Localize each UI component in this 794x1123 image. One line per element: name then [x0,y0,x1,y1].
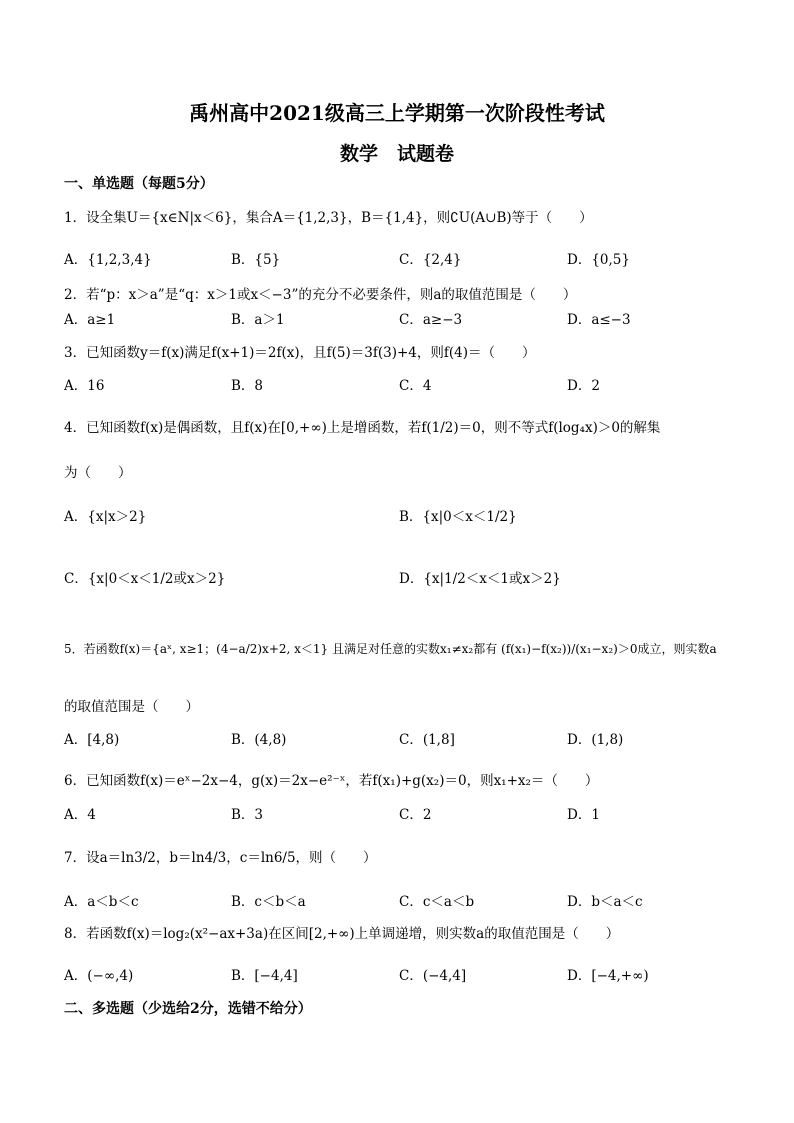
question-6-option-b: B．3 [231,807,264,823]
question-7-option-b: B．c＜b＜a [231,894,306,910]
question-2-stem: 2．若“p：x＞a”是“q：x＞1或x＜−3”的充分不必要条件，则a的取值范围是（ ） [64,287,577,303]
question-4-stem: 4．已知函数f(x)是偶函数，且f(x)在[0,+∞)上是增函数，若f(1/2)＝0，则不等式f(log₄x)＞0的解集 [64,420,661,436]
question-5-stem-continued: 的取值范围是（ ） [64,699,199,715]
question-6-option-d: D．1 [567,807,600,823]
question-8-option-a: A．(−∞,4) [64,968,134,984]
question-2-option-b: B．a＞1 [231,312,285,328]
question-1-option-b: B．{5} [231,252,281,268]
section-heading-single-choice: 一、单选题（每题5分） [64,176,214,192]
question-4-option-d: D．{x|1/2＜x＜1或x＞2} [399,571,561,587]
question-6-option-c: C．2 [399,807,432,823]
question-3-option-a: A．16 [64,378,105,394]
question-3-option-c: C．4 [399,378,432,394]
question-8-stem: 8．若函数f(x)＝log₂(x²−ax+3a)在区间[2,+∞)上单调递增，则实数a的取值范围是（ ） [64,926,620,942]
question-3-stem: 3．已知函数y＝f(x)满足f(x+1)＝2f(x)，且f(5)＝3f(3)+4，则f(4)＝（ ） [64,345,536,361]
question-5-option-d: D．(1,8) [567,732,624,748]
question-7-option-c: C．c＜a＜b [399,894,475,910]
question-5-option-a: A．[4,8) [64,732,120,748]
question-4-option-c: C．{x|0＜x＜1/2或x＞2} [64,571,226,587]
question-6-option-a: A．4 [64,807,96,823]
question-8-option-c: C．(−4,4] [399,968,467,984]
question-7-option-d: D．b＜a＜c [567,894,643,910]
question-1-option-a: A．{1,2,3,4} [64,252,152,268]
section-heading-multiple-choice: 二、多选题（少选给2分，选错不给分） [64,1001,312,1017]
question-4-option-a: A．{x|x＞2} [64,509,147,525]
question-5-stem: 5．若函数f(x)＝{aˣ, x≥1；(4−a/2)x+2, x＜1} 且满足对任意的实数x₁≠x₂都有 (f(x₁)−f(x₂))/(x₁−x₂)＞0成立，则实数a [64,642,717,656]
question-3-option-b: B．8 [231,378,264,394]
question-2-option-c: C．a≥−3 [399,312,463,328]
page-subtitle: 数学 试题卷 [339,143,454,165]
question-8-option-d: D．[−4,+∞) [567,968,649,984]
question-7-option-a: A．a＜b＜c [64,894,139,910]
question-3-option-d: D．2 [567,378,600,394]
question-6-stem: 6．已知函数f(x)＝eˣ−2x−4，g(x)＝2x−e²⁻ˣ，若f(x₁)+g(x₂)＝0，则x₁+x₂＝（ ） [64,773,599,789]
question-2-option-d: D．a≤−3 [567,312,631,328]
question-5-option-b: B．(4,8) [231,732,287,748]
question-7-stem: 7．设a＝ln3/2，b＝ln4/3，c＝ln6/5，则（ ） [64,850,377,866]
question-2-option-a: A．a≥1 [64,312,116,328]
question-1-stem: 1．设全集U＝{x∈N|x＜6}，集合A＝{1,2,3}，B＝{1,4}，则∁U(A∪B)等于（ ） [64,210,593,226]
question-1-option-c: C．{2,4} [399,252,462,268]
question-1-option-d: D．{0,5} [567,252,630,268]
question-4-stem-continued: 为（ ） [64,465,132,481]
page-title: 禹州高中2021级高三上学期第一次阶段性考试 [189,101,605,125]
question-8-option-b: B．[−4,4] [231,968,298,984]
question-4-option-b: B．{x|0＜x＜1/2} [399,509,517,525]
question-5-option-c: C．(1,8] [399,732,455,748]
